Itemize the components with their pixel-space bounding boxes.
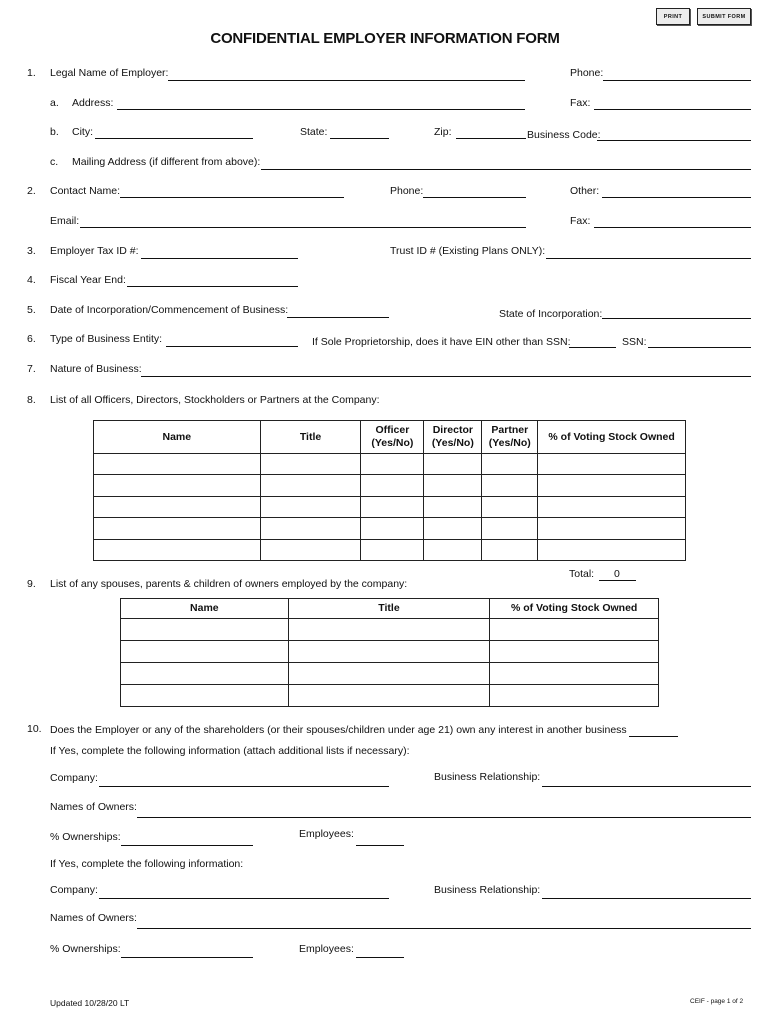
- print-button[interactable]: PRINT: [656, 8, 690, 25]
- phone-field[interactable]: [603, 80, 751, 81]
- contact-phone-field[interactable]: [423, 197, 526, 198]
- table-row: [94, 518, 686, 540]
- business-relationship-field[interactable]: [542, 786, 751, 787]
- officers-table: [93, 420, 686, 561]
- incorporation-date-label: Date of Incorporation/Commencement of Business:: [50, 304, 289, 316]
- other-business-question: Does the Employer or any of the shareholders (or their spouses/children under age 21) own any interest in another business: [50, 724, 627, 736]
- table-row: [94, 475, 686, 497]
- table-cell[interactable]: [94, 497, 261, 518]
- sole-proprietorship-field[interactable]: [569, 347, 616, 348]
- section-number: 3.: [27, 245, 36, 257]
- table-cell[interactable]: [94, 454, 261, 475]
- table-cell[interactable]: [288, 663, 490, 685]
- column-header: Director (Yes/No): [424, 421, 482, 454]
- ownership-percent-label: % Ownerships:: [50, 831, 121, 843]
- sub-letter: c.: [50, 156, 59, 168]
- contact-name-field[interactable]: [120, 197, 344, 198]
- fiscal-year-label: Fiscal Year End:: [50, 274, 126, 286]
- business-relationship-label: Business Relationship:: [434, 884, 541, 896]
- other-business-answer-field[interactable]: [629, 736, 678, 737]
- table-cell[interactable]: [121, 641, 289, 663]
- table-cell[interactable]: [288, 685, 490, 707]
- column-header: Name: [94, 421, 261, 454]
- spouses-list-label: List of any spouses, parents & children of owners employed by the company:: [50, 578, 408, 590]
- table-cell[interactable]: [94, 475, 261, 497]
- table-cell[interactable]: [288, 619, 490, 641]
- contact-fax-label: Fax:: [570, 215, 591, 227]
- company-label: Company:: [50, 884, 98, 896]
- table-cell[interactable]: [361, 540, 424, 561]
- table-row: [121, 663, 659, 685]
- sole-proprietorship-label: If Sole Proprietorship, does it have EIN other than SSN:: [312, 336, 571, 348]
- column-header: Partner (Yes/No): [482, 421, 538, 454]
- other-label: Other:: [570, 185, 600, 197]
- employees-label: Employees:: [299, 828, 354, 840]
- tax-id-label: Employer Tax ID #:: [50, 245, 139, 257]
- incorporation-state-field[interactable]: [602, 318, 751, 319]
- relatives-table: [120, 598, 659, 707]
- column-header: Officer (Yes/No): [361, 421, 424, 454]
- table-cell[interactable]: [260, 475, 361, 497]
- trust-id-label: Trust ID # (Existing Plans ONLY):: [390, 245, 546, 257]
- table-cell[interactable]: [121, 663, 289, 685]
- table-row: [94, 454, 686, 475]
- zip-label: Zip:: [434, 126, 452, 138]
- phone-label: Phone:: [570, 67, 604, 79]
- incorporation-state-label: State of Incorporation:: [499, 308, 603, 320]
- table-cell[interactable]: [260, 497, 361, 518]
- table-cell[interactable]: [482, 475, 538, 497]
- sub-letter: a.: [50, 97, 59, 109]
- table-cell[interactable]: [424, 497, 482, 518]
- business-entity-field[interactable]: [166, 346, 298, 347]
- section-number: 8.: [27, 394, 36, 406]
- table-cell[interactable]: [121, 619, 289, 641]
- submit-form-button[interactable]: SUBMIT FORM: [697, 8, 751, 25]
- owners-field[interactable]: [137, 928, 751, 929]
- ssn-field[interactable]: [648, 347, 751, 348]
- company-label: Company:: [50, 772, 98, 784]
- ownership-percent-label: % Ownerships:: [50, 943, 121, 955]
- state-field[interactable]: [330, 138, 389, 139]
- table-cell[interactable]: [538, 475, 686, 497]
- nature-of-business-field[interactable]: [141, 376, 751, 377]
- table-cell[interactable]: [482, 454, 538, 475]
- table-cell[interactable]: [538, 454, 686, 475]
- state-label: State:: [300, 126, 328, 138]
- fax-label: Fax:: [570, 97, 591, 109]
- table-cell[interactable]: [482, 497, 538, 518]
- legal-name-label: Legal Name of Employer:: [50, 67, 169, 79]
- contact-name-label: Contact Name:: [50, 185, 121, 197]
- table-row: [121, 641, 659, 663]
- table-cell[interactable]: [361, 454, 424, 475]
- if-yes-instruction: If Yes, complete the following information (attach additional lists if necessary):: [50, 745, 410, 757]
- tax-id-field[interactable]: [141, 258, 298, 259]
- table-cell[interactable]: [260, 540, 361, 561]
- section-number: 2.: [27, 185, 36, 197]
- table-cell[interactable]: [490, 619, 659, 641]
- company-field[interactable]: [99, 786, 389, 787]
- ownership-percent-field[interactable]: [121, 957, 253, 958]
- company-field[interactable]: [99, 898, 389, 899]
- section-number: 1.: [27, 67, 36, 79]
- mailing-address-field[interactable]: [261, 169, 751, 170]
- section-number: 7.: [27, 363, 36, 375]
- owners-field[interactable]: [137, 817, 751, 818]
- email-label: Email:: [50, 215, 80, 227]
- table-cell[interactable]: [260, 454, 361, 475]
- total-value: 0: [614, 568, 620, 580]
- business-code-label: Business Code:: [527, 129, 601, 141]
- business-code-field[interactable]: [597, 140, 751, 141]
- table-row: [94, 497, 686, 518]
- table-cell[interactable]: [361, 518, 424, 540]
- table-cell[interactable]: [260, 518, 361, 540]
- email-field[interactable]: [80, 227, 526, 228]
- employees-label: Employees:: [299, 943, 354, 955]
- section-number: 9.: [27, 578, 36, 590]
- table-cell[interactable]: [94, 518, 261, 540]
- incorporation-date-field[interactable]: [287, 317, 389, 318]
- table-cell[interactable]: [361, 475, 424, 497]
- total-field[interactable]: [599, 580, 636, 581]
- address-label: Address:: [72, 97, 114, 109]
- table-cell[interactable]: [482, 540, 538, 561]
- contact-fax-field[interactable]: [594, 227, 751, 228]
- owners-label: Names of Owners:: [50, 912, 137, 924]
- column-header: Title: [260, 421, 361, 454]
- column-header: Name: [121, 599, 289, 619]
- section-number: 5.: [27, 304, 36, 316]
- ownership-percent-field[interactable]: [121, 845, 253, 846]
- legal-name-field[interactable]: [168, 80, 525, 81]
- table-cell[interactable]: [490, 663, 659, 685]
- employees-field[interactable]: [356, 957, 404, 958]
- table-cell[interactable]: [424, 454, 482, 475]
- column-header: % of Voting Stock Owned: [490, 599, 659, 619]
- footer-page-number: CEIF - page 1 of 2: [690, 998, 744, 1005]
- city-label: City:: [72, 126, 93, 138]
- table-cell[interactable]: [490, 641, 659, 663]
- if-yes-instruction: If Yes, complete the following information:: [50, 858, 244, 870]
- table-cell[interactable]: [490, 685, 659, 707]
- ssn-label: SSN:: [622, 336, 647, 348]
- officers-list-label: List of all Officers, Directors, Stockholders or Partners at the Company:: [50, 394, 380, 406]
- column-header: Title: [288, 599, 490, 619]
- form-title: CONFIDENTIAL EMPLOYER INFORMATION FORM: [210, 30, 560, 47]
- table-cell[interactable]: [482, 518, 538, 540]
- business-relationship-label: Business Relationship:: [434, 771, 541, 783]
- fax-field[interactable]: [594, 109, 751, 110]
- fiscal-year-field[interactable]: [127, 286, 298, 287]
- table-cell[interactable]: [538, 497, 686, 518]
- owners-label: Names of Owners:: [50, 801, 137, 813]
- sub-letter: b.: [50, 126, 59, 138]
- table-row: [94, 540, 686, 561]
- other-field[interactable]: [602, 197, 751, 198]
- table-row: [121, 619, 659, 641]
- employees-field[interactable]: [356, 845, 404, 846]
- table-cell[interactable]: [94, 540, 261, 561]
- column-header: % of Voting Stock Owned: [538, 421, 686, 454]
- city-field[interactable]: [95, 138, 253, 139]
- zip-field[interactable]: [456, 138, 526, 139]
- table-cell[interactable]: [538, 518, 686, 540]
- business-relationship-field[interactable]: [542, 898, 751, 899]
- table-cell[interactable]: [538, 540, 686, 561]
- table-cell[interactable]: [288, 641, 490, 663]
- total-label: Total:: [569, 568, 595, 580]
- address-field[interactable]: [117, 109, 525, 110]
- table-row: [121, 685, 659, 707]
- footer-updated: Updated 10/28/20 LT: [50, 998, 130, 1008]
- contact-phone-label: Phone:: [390, 185, 424, 197]
- trust-id-field[interactable]: [546, 258, 751, 259]
- table-cell[interactable]: [424, 475, 482, 497]
- table-cell[interactable]: [424, 518, 482, 540]
- business-entity-label: Type of Business Entity:: [50, 333, 163, 345]
- section-number: 4.: [27, 274, 36, 286]
- section-number: 6.: [27, 333, 36, 345]
- section-number: 10.: [27, 723, 42, 735]
- table-cell[interactable]: [424, 540, 482, 561]
- nature-of-business-label: Nature of Business:: [50, 363, 142, 375]
- table-cell[interactable]: [121, 685, 289, 707]
- table-cell[interactable]: [361, 497, 424, 518]
- mailing-address-label: Mailing Address (if different from above):: [72, 156, 261, 168]
